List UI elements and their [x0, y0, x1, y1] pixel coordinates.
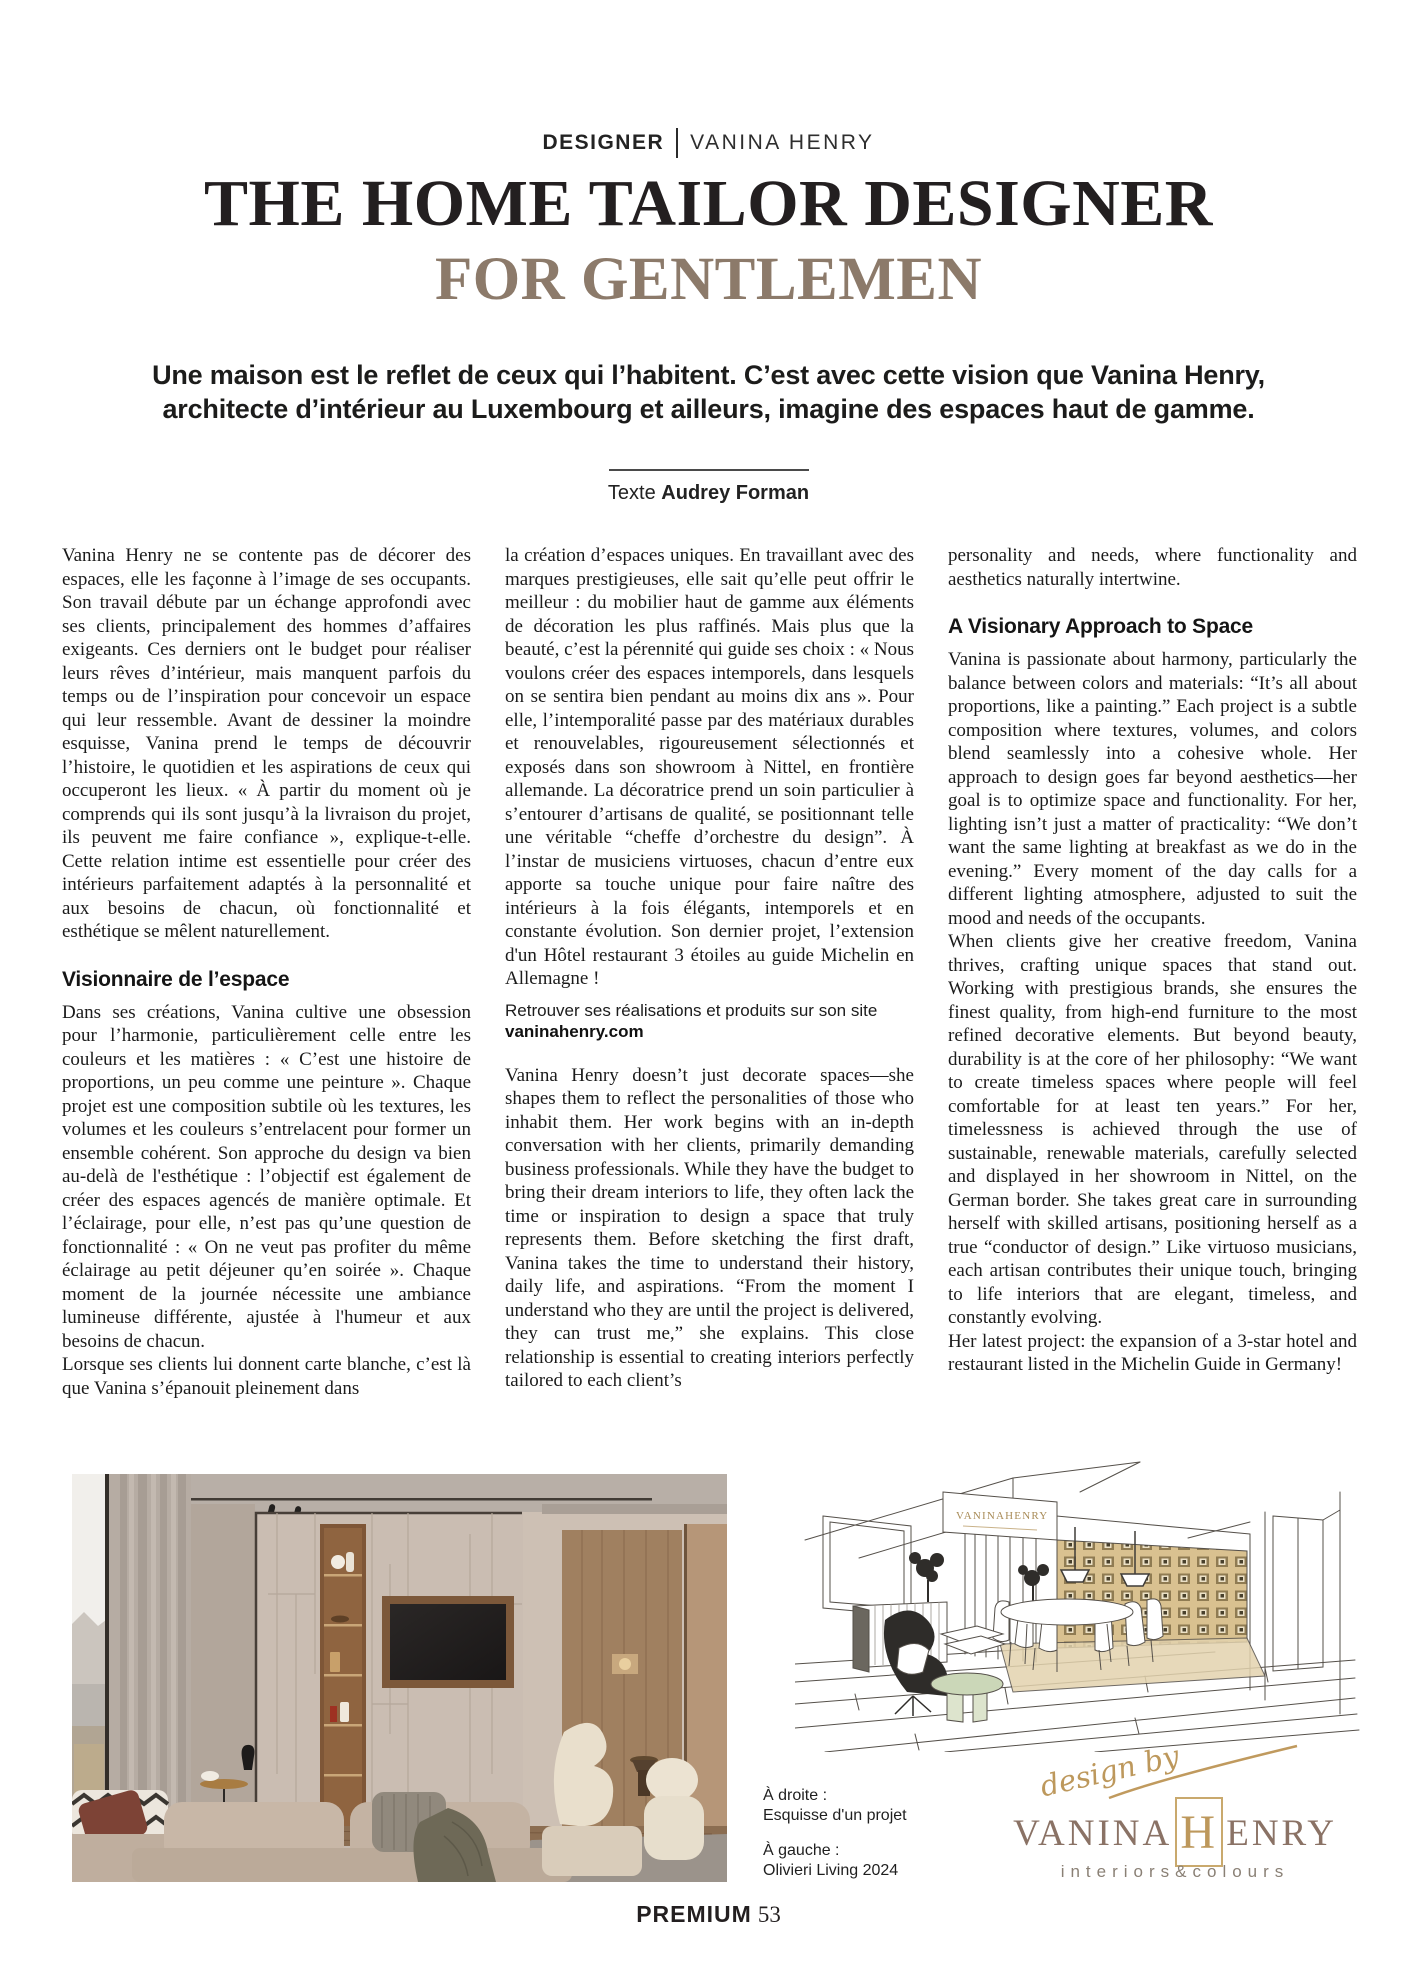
kicker [0, 128, 1417, 158]
caption-right [763, 1786, 907, 1826]
subhead-visionnaire: Visionnaire de l’espace [62, 967, 290, 991]
kicker-divider [676, 128, 678, 158]
page-title-line2: FOR GENTLEMEN [434, 246, 983, 313]
paragraph-fr-4: la création d’espaces uniques. En travaillant avec des marques prestigieuses, elle sait qu’elle peut offrir le meilleur : du mobilier haut de gamme aux éléments de décoration les plus raffinés. Mais plus que la beauté, c’est la pérennité qui guide ses choix : « Nous voulons créer des espaces intemporels, dans lesquels on se sentira bien pendant au moins dix ans ». Pour elle, l’intemporalité passe par des matériaux durables et renouvelables, rigoureusement sélectionnés et exposés dans son showroom à Nittel, en frontière allemande. La décoratrice prend un soin particulier à s’entourer d’artisans de qualité, se positionnant telle une véritable “cheffe d’orchestre du design”. À l’instar de musiciens virtuoses, chacun d’entre eux apporte sa touche unique pour faire naître des intérieurs à la fois élégants, intemporels et en constante évolution. Son dernier projet, l’extension d'un Hôtel restaurant 3 étoiles au guide Michelin en Allemagne ! [505, 545, 914, 989]
standfirst-line1: Une maison est le reflet de ceux qui l’habitent. C’est avec cette vision que Vanina Henry, [152, 360, 1265, 390]
paragraph-en-2: personality and needs, where functionality and aesthetics naturally intertwine. [948, 545, 1357, 590]
caption-left [763, 1841, 907, 1881]
byline-prefix: Texte [607, 482, 656, 504]
website-link[interactable]: vaninahenry.com [505, 1021, 644, 1041]
paragraph-en-4: When clients give her creative freedom, Vanina thrives, crafting unique spaces that stand out. Working with prestigious brands, she ensures the finest quality, from high-end furniture to the most refined decorative elements. But beyond beauty, durability is at the core of her philosophy: “We want to create timeless spaces where people will feel comfortable for at least ten years.” For her, timelessness is achieved through the use of sustainable, renewable materials, carefully selected and displayed in her showroom in Nittel, on the German border. She takes great care in surrounding herself with skilled artisans, positioning herself as a true “conductor of design.” Like virtuoso musicians, each artisan contributes their unique touch, bringing to life interiors that are elegant, timeless, and constantly evolving. [948, 931, 1357, 1328]
subhead-visionary-approach: A Visionary Approach to Space [948, 615, 1254, 638]
logo-initial-box [1175, 1797, 1223, 1867]
photo-captions [763, 1786, 907, 1896]
living-room-photo-art [72, 1474, 727, 1882]
footer-page-number: 53 [757, 1902, 781, 1927]
article-body [62, 544, 1356, 1400]
logo-word-start: VANINA [1013, 1812, 1173, 1854]
website-note-text: Retrouver ses réalisations et produits sur son site [505, 1000, 878, 1020]
paragraph-en-1: Vanina Henry doesn’t just decorate spaces—she shapes them to reflect the personalities of those who inhabit them. Her work begins with an in-depth conversation with her clients, primarily demanding business professionals. While they have the budget to bring their dream interiors to life, they often lack the time or inspiration to design a space that truly represents them. Before sketching the first draft, Vanina takes the time to understand their history, daily life, and aspirations. “From the moment I understand who they are until the project is delivered, they can trust me,” she explains. This close relationship is essential to creating interiors perfectly tailored to each client’s [505, 1064, 914, 1391]
footer-magazine-name: PREMIUM [636, 1901, 752, 1927]
page-title-line1: THE HOME TAILOR DESIGNER [204, 167, 1213, 240]
paragraph-en-3: Vanina is passionate about harmony, particularly the balance between colors and materials: “It’s all about proportions, like a painting.” Each project is a subtle composition where textures, volumes, and colors blend seamlessly into a cohesive whole. Her approach to design goes far beyond aesthetics—her goal is to optimize space and functionality. For her, lighting isn’t just a matter of practicality: “We don’t want the same lighting at breakfast as we do in the evening.” Every moment of the day calls for a different lighting atmosphere, adjusted to suit the mood and needs of the occupants. [948, 649, 1357, 929]
caption-right-text: Esquisse d'un projet [763, 1807, 907, 1824]
byline-rule [609, 469, 809, 471]
page-footer [0, 1901, 1417, 1928]
logo-script-text: design by [1036, 1738, 1183, 1804]
website-note [505, 1000, 914, 1042]
paragraph-fr-2: Dans ses créations, Vanina cultive une obsession pour l’harmonie, particulièrement celle entre les couleurs et les matières : « C’est une histoire de proportions, un peu comme une peinture ». Chaque projet est une composition subtile où les textures, les volumes et les couleurs s’entrelacent pour former un ensemble cohérent. Son approche du design va bien au-delà de l'esthétique : l’objectif est également de créer des espaces agencés de manière optimale. Et l’éclairage, pour elle, n’est pas qu’une question de fonctionnalité : « On ne veut pas profiter du même éclairage au petit déjeuner qu’en soirée ». Chaque moment de la journée nécessite une ambiance lumineuse différente, ajustée à l'humeur et aux besoins de chacun. [62, 1001, 471, 1352]
logo-initial: H [1180, 1805, 1219, 1859]
column-2 [505, 544, 914, 1400]
column-3 [948, 544, 1357, 1400]
byline-author: Audrey Forman [661, 482, 810, 504]
svg-text:VANINAHENRY: VANINAHENRY [956, 1510, 1049, 1522]
kicker-section: DESIGNER [542, 131, 665, 154]
vanina-henry-logo [1005, 1740, 1345, 1890]
logo-swash-icon [1097, 1736, 1307, 1802]
kicker-designer-name: VANINA HENRY [690, 131, 875, 154]
logo-word-end: ENRY [1226, 1812, 1337, 1854]
caption-right-label: À droite : [763, 1787, 828, 1804]
project-sketch [795, 1452, 1365, 1752]
paragraph-fr-3: Lorsque ses clients lui donnent carte blanche, c’est là que Vanina s’épanouit pleinement dans [62, 1354, 471, 1399]
byline [0, 482, 1417, 505]
logo-tagline: interiors&colours [1060, 1862, 1290, 1881]
paragraph-en-5: Her latest project: the expansion of a 3-star hotel and restaurant listed in the Michelin Guide in Germany! [948, 1330, 1357, 1375]
living-room-photo [72, 1474, 727, 1882]
caption-left-text: Olivieri Living 2024 [763, 1862, 899, 1879]
column-1 [62, 544, 471, 1400]
paragraph-fr-1: Vanina Henry ne se contente pas de décorer des espaces, elle les façonne à l’image de ses occupants. Son travail débute par un échange approfondi avec ses clients, principalement des hommes d’affaires exigeants. Ces derniers ont le budget pour réaliser leurs rêves d’intérieur, mais manquent parfois du temps ou de l’inspiration pour concevoir un espace qui leur ressemble. Avant de dessiner la moindre esquisse, Vanina prend le temps de découvrir l’histoire, le quotidien et les aspirations de ceux qui occuperont les lieux. « À partir du moment où je comprends qui ils sont jusqu’à la livraison du projet, ils peuvent me faire confiance », explique-t-elle. Cette relation intime est essentielle pour créer des intérieurs parfaitement adaptés à la personnalité et aux besoins de chacun, où fonctionnalité et esthétique se mêlent naturellement. [62, 545, 471, 942]
caption-left-label: À gauche : [763, 1842, 840, 1859]
standfirst-line2: architecte d’intérieur au Luxembourg et ailleurs, imagine des espaces haut de gamme. [162, 394, 1255, 424]
standfirst [0, 358, 1417, 426]
logo-wordmark [1005, 1798, 1345, 1868]
project-sketch-art [795, 1452, 1365, 1752]
